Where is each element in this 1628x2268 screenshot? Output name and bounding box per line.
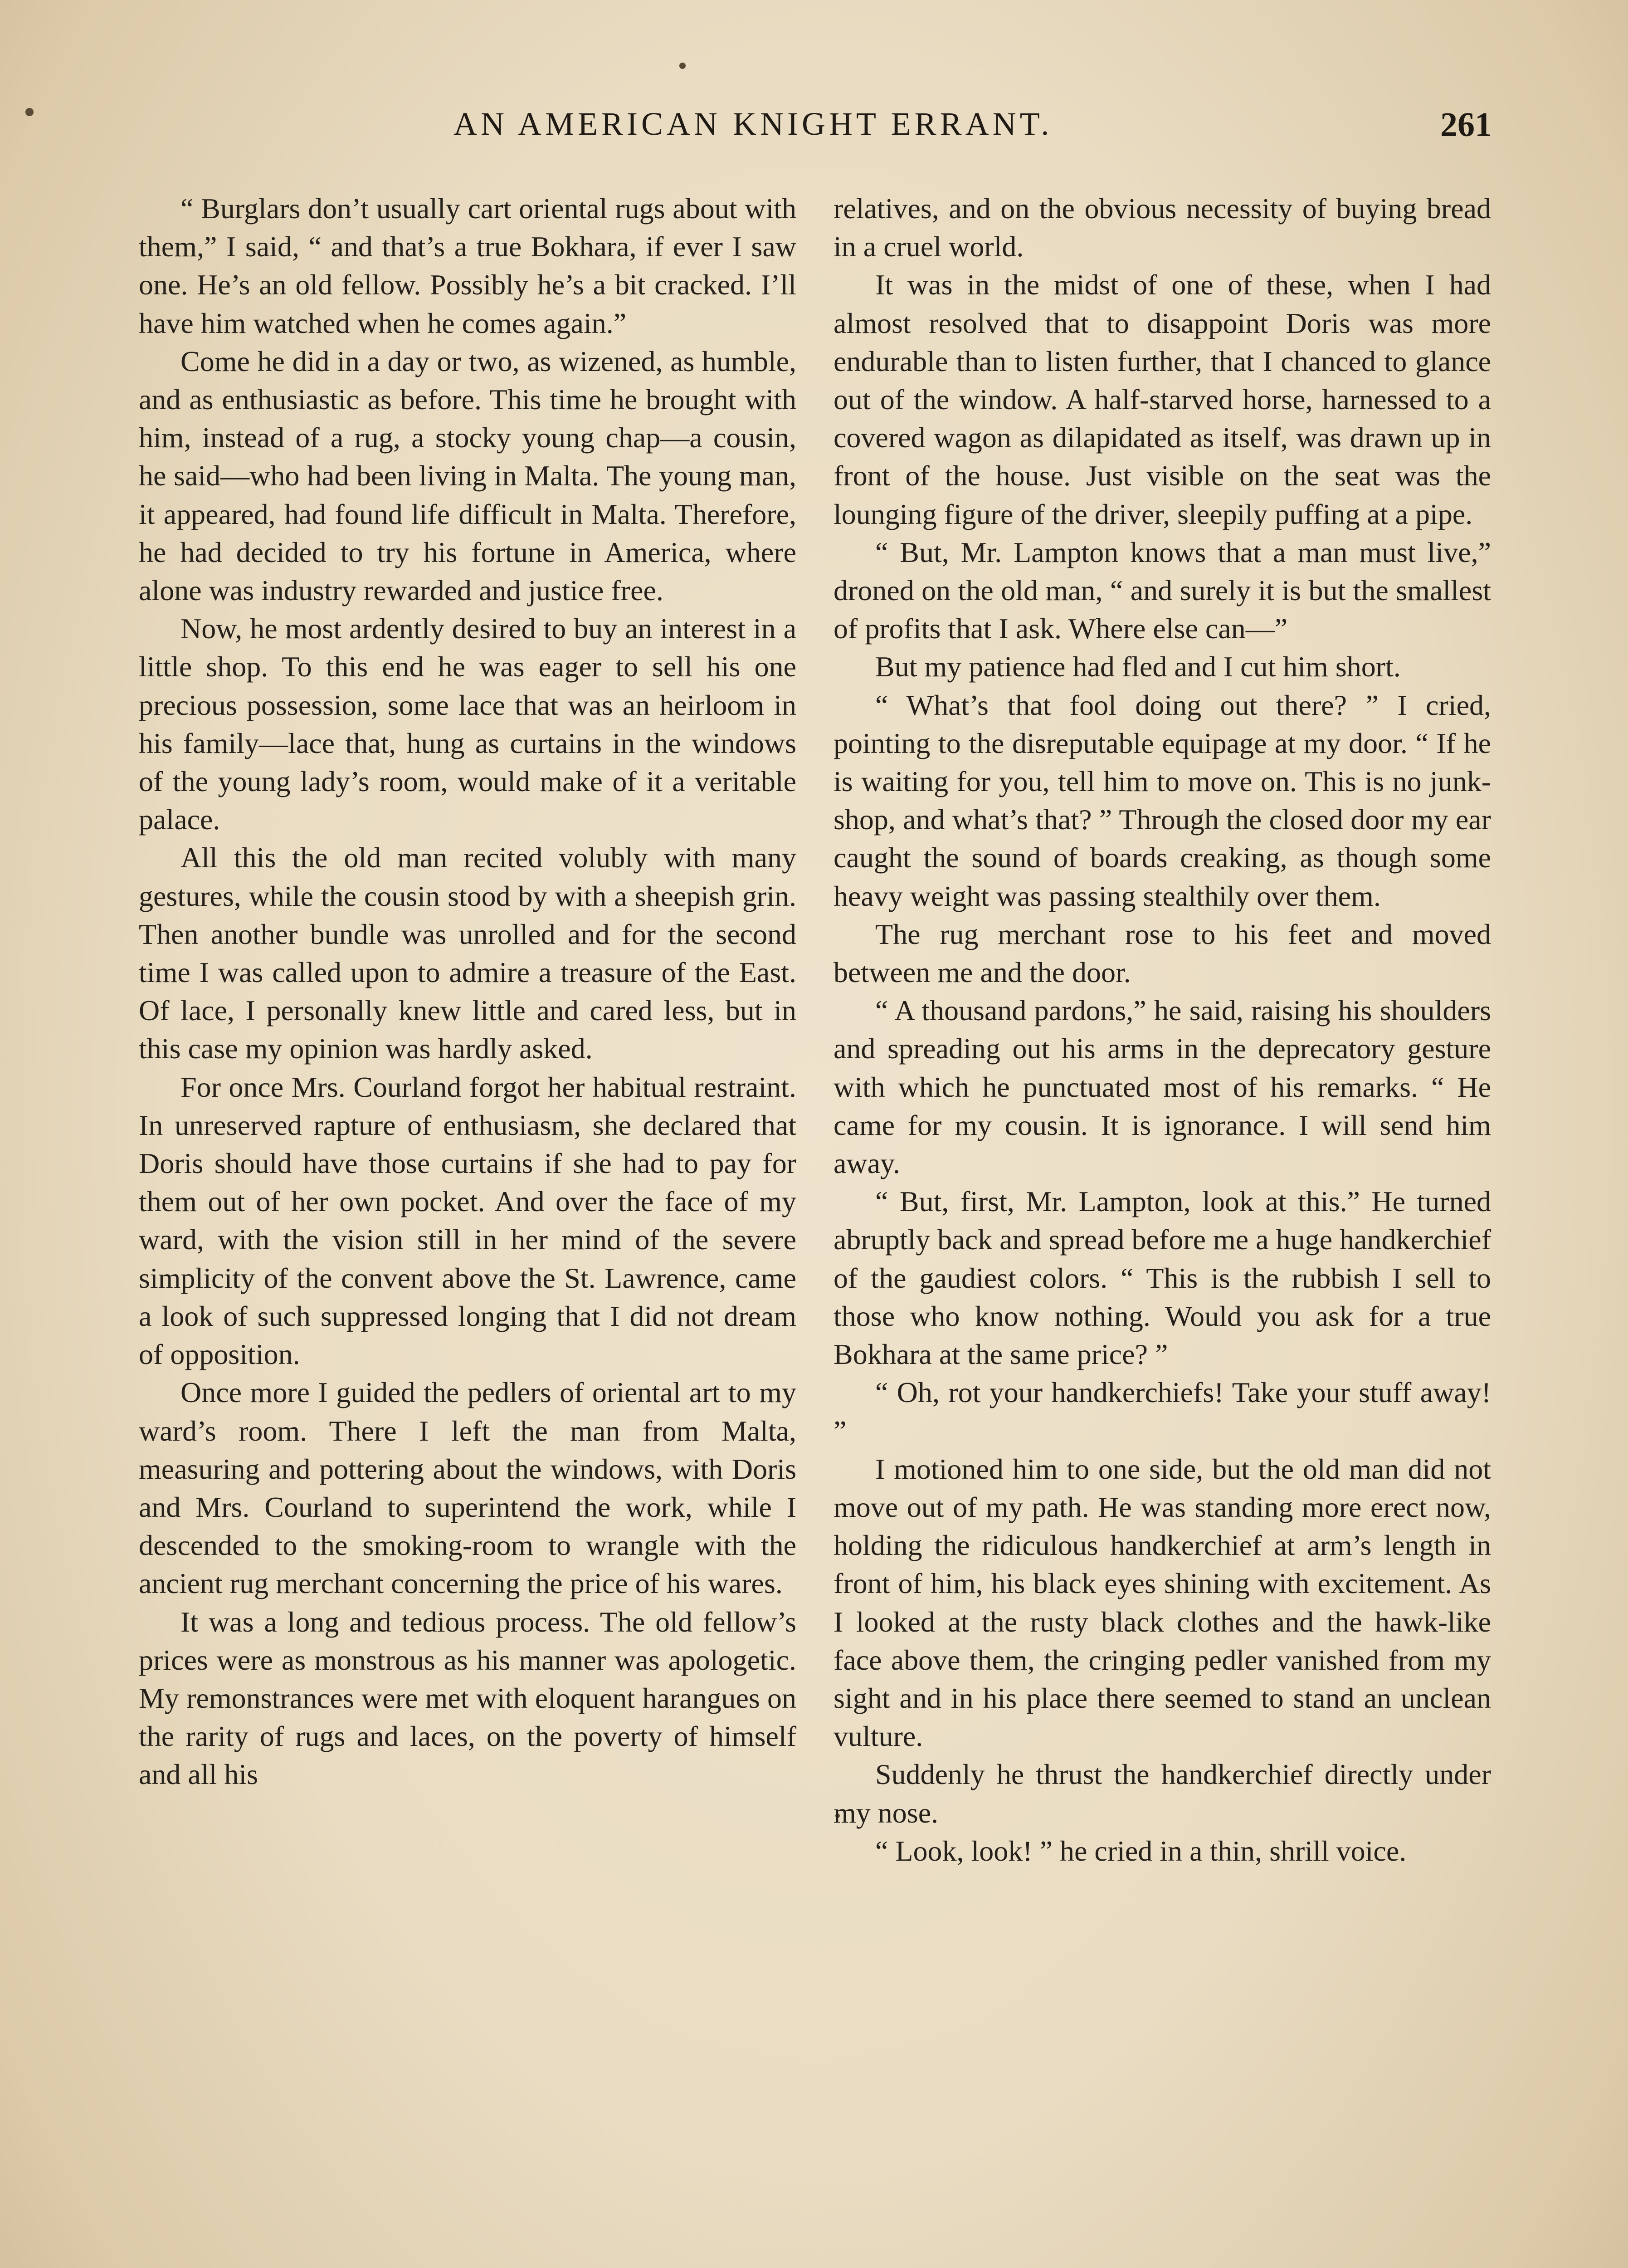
paragraph: “ Look, look! ” he cried in a thin, shrill voice. — [875, 1834, 1407, 1867]
ink-speck — [679, 63, 686, 69]
paragraph: “ But, Mr. Lampton knows that a man must live,” droned on the old man, “ and surely it is but the smallest of profits that I ask. Where else can—” — [833, 536, 1491, 645]
continued-paragraph: relatives, and on the obvious necessity of buying bread in a cruel world. — [833, 192, 1491, 263]
paragraph: Now, he most ardently desired to buy an interest in a little shop. To this end he was eager to sell his one precious possession, some lace that was an heirloom in his family—lace that, hung as curtains in the windows of the young lady’s room, would make of it a veritable palace. — [139, 612, 796, 836]
paragraph: “ Burglars don’t usually cart oriental rugs about with them,” I said, “ and that’s a true Bokhara, if ever I saw one. He’s an old fellow. Possibly he’s a bit cracked. I’ll have him watched when he comes again.” — [139, 192, 796, 339]
paragraph: “ What’s that fool doing out there? ” I cried, pointing to the disreputable equipage at my door. “ If he is waiting for you, tell him to move on. This is no junk-shop, and what’s that? ” Through the closed door my ear caught the sound of boards creaking, as though some heavy weight was passing stealthily over them. — [833, 689, 1491, 912]
paragraph: “ But, first, Mr. Lampton, look at this.” He turned abruptly back and spread before me a huge handkerchief of the gaudiest colors. “ This is the rubbish I sell to those who know nothing. Would you ask for a true Bokhara at the same price? ” — [833, 1185, 1491, 1371]
left-column — [139, 190, 796, 1794]
paragraph: Suddenly he thrust the handkerchief directly under my nose. — [833, 1758, 1491, 1829]
paragraph: “ A thousand pardons,” he said, raising his shoulders and spreading out his arms in the deprecatory gesture with which he punctuated most of his remarks. “ He came for my cousin. It is ignorance. I will send him away. — [833, 994, 1491, 1180]
page-header — [136, 105, 1492, 160]
right-column — [833, 190, 1491, 1870]
ink-speck — [25, 108, 34, 116]
paragraph: Come he did in a day or two, as wizened, as humble, and as enthusiastic as before. This time he brought with him, instead of a rug, a stocky young chap—a cousin, he said—who had been living in Malta. The young man, it appeared, had found life difficult in Malta. Therefore, he had decided to try his fortune in America, where alone was industry rewarded and justice free. — [139, 345, 796, 607]
paragraph: It was a long and tedious process. The old fellow’s prices were as monstrous as his manner was apologetic. My remonstrances were met with eloquent harangues on the rarity of rugs and laces, on the poverty of himself and all his — [139, 1605, 796, 1791]
paragraph: Once more I guided the pedlers of oriental art to my ward’s room. There I left the man from Malta, measuring and pottering about the windows, with Doris and Mrs. Courland to superintend the work, while I descended to the smoking-room to wrangle with the ancient rug merchant concerning the price of his wares. — [139, 1376, 796, 1600]
paragraph: “ Oh, rot your handkerchiefs! Take your stuff away! ” — [833, 1376, 1491, 1447]
paragraph: I motioned him to one side, but the old man did not move out of my path. He was standing more erect now, holding the ridiculous handkerchief at arm’s length in front of him, his black eyes shining with excitement. As I looked at the rusty black clothes and the hawk-like face above them, the cringing pedler vanished from my sight and in his place there seemed to stand an unclean vulture. — [833, 1452, 1491, 1753]
page-number: 261 — [1440, 106, 1492, 144]
running-title: AN AMERICAN KNIGHT ERRANT. — [453, 106, 1053, 142]
paragraph: The rug merchant rose to his feet and moved between me and the door. — [833, 918, 1491, 989]
paragraph: All this the old man recited volubly with many gestures, while the cousin stood by with a sheepish grin. Then another bundle was unrolled and for the second time I was called upon to admire a treasure of the East. Of lace, I personally knew little and cared less, but in this case my opinion was hardly asked. — [139, 841, 796, 1065]
paragraph: For once Mrs. Courland forgot her habitual restraint. In unreserved rapture of enthusiasm, she declared that Doris should have those curtains if she had to pay for them out of her own pocket. And over the face of my ward, with the vision still in her mind of the severe simplicity of the convent above the St. Lawrence, came a look of such suppressed longing that I did not dream of opposition. — [139, 1070, 796, 1371]
paragraph: But my patience had fled and I cut him short. — [875, 650, 1401, 683]
paragraph: It was in the midst of one of these, when I had almost resolved that to disappoint Doris was more endurable than to listen further, that I chanced to glance out of the window. A half-starved horse, harnessed to a covered wagon as dilapidated as itself, was drawn up in front of the house. Just visible on the seat was the lounging figure of the driver, sleepily puffing at a pipe. — [833, 269, 1491, 530]
